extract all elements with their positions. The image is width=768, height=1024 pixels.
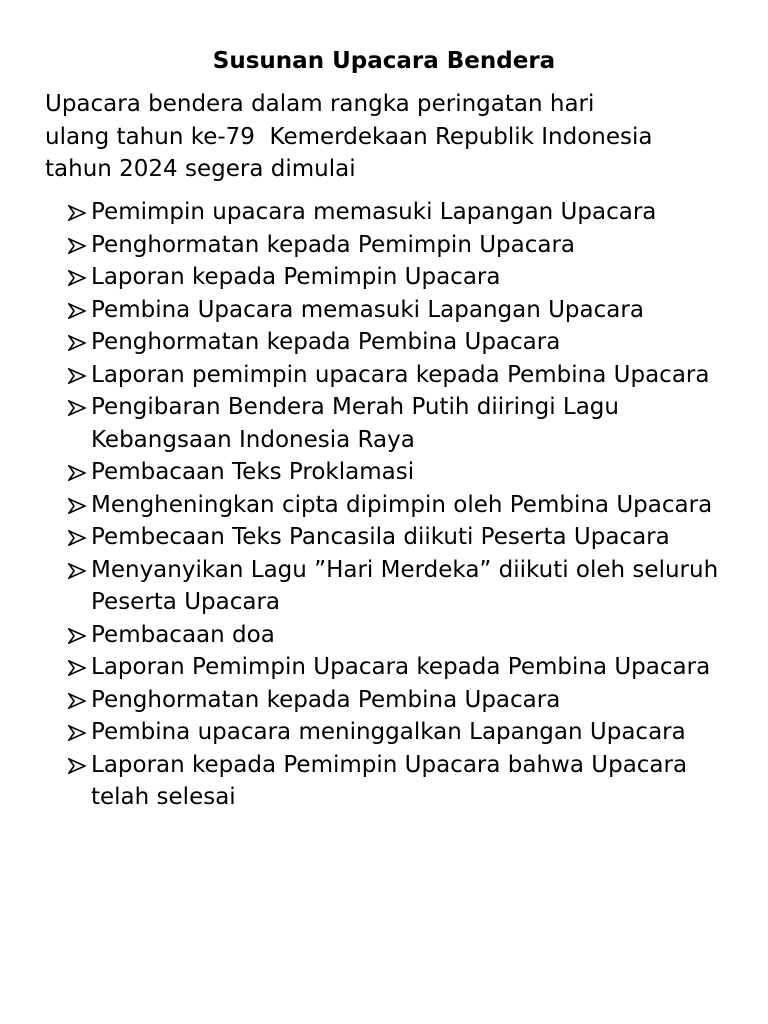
arrowhead-bullet-icon [68, 400, 86, 416]
step-text: Mengheningkan cipta dipimpin oleh Pembina Upacara [91, 491, 713, 518]
list-item [68, 456, 748, 489]
step-text: Laporan pemimpin upacara kepada Pembina Upacara [91, 361, 710, 388]
step-text: Pemimpin upacara memasuki Lapangan Upacara [91, 199, 657, 225]
intro-paragraph: Upacara bendera dalam rangka peringatan hari ulang tahun ke-79 Kemerdekaan Republik Indonesia tahun 2024 segera dimulai [45, 91, 653, 182]
arrowhead-bullet-icon [68, 270, 86, 286]
arrowhead-bullet-icon [68, 205, 86, 221]
list-item [68, 684, 748, 717]
list-item [68, 294, 748, 327]
step-text: Laporan kepada Pemimpin Upacara bahwa Upacara telah selesai [91, 751, 688, 810]
arrowhead-bullet-icon [68, 693, 86, 709]
arrowhead-bullet-icon [68, 563, 86, 579]
list-item [68, 229, 748, 262]
arrowhead-bullet-icon [68, 725, 86, 741]
step-text: Pembecaan Teks Pancasila diikuti Peserta Upacara [91, 524, 670, 550]
arrowhead-bullet-icon [68, 660, 86, 676]
ceremony-steps-list [68, 196, 748, 814]
step-text: Penghormatan kepada Pembina Upacara [91, 686, 561, 713]
list-item [68, 489, 748, 522]
list-item [68, 716, 748, 749]
step-text: Laporan kepada Pemimpin Upacara [91, 264, 501, 290]
list-item [68, 521, 748, 554]
step-text: Pengibaran Bendera Merah Putih diiringi Lagu Kebangsaan Indonesia Raya [91, 394, 619, 453]
arrowhead-bullet-icon [68, 335, 86, 351]
page-title: Susunan Upacara Bendera [212, 48, 556, 74]
step-text: Laporan Pemimpin Upacara kepada Pembina Upacara [91, 654, 711, 680]
step-text: Penghormatan kepada Pembina Upacara [91, 329, 561, 355]
list-item [68, 196, 748, 229]
list-item [68, 261, 748, 294]
list-item [68, 619, 748, 652]
step-text: Pembina Upacara memasuki Lapangan Upacara [91, 296, 644, 323]
arrowhead-bullet-icon [68, 368, 86, 384]
list-item [68, 749, 748, 814]
arrowhead-bullet-icon [68, 758, 86, 774]
step-text: Menyanyikan Lagu ”Hari Merdeka” diikuti oleh seluruh Peserta Upacara [91, 556, 719, 615]
arrowhead-bullet-icon [68, 530, 86, 546]
arrowhead-bullet-icon [68, 238, 86, 254]
list-item [68, 391, 748, 456]
step-text: Pembacaan doa [91, 621, 275, 648]
step-text: Penghormatan kepada Pemimpin Upacara [91, 231, 576, 258]
arrowhead-bullet-icon [68, 628, 86, 644]
arrowhead-bullet-icon [68, 303, 86, 319]
step-text: Pembacaan Teks Proklamasi [91, 459, 415, 485]
list-item [68, 326, 748, 359]
step-text: Pembina upacara meninggalkan Lapangan Upacara [91, 719, 686, 745]
list-item [68, 554, 748, 619]
list-item [68, 651, 748, 684]
arrowhead-bullet-icon [68, 465, 86, 481]
list-item [68, 359, 748, 392]
arrowhead-bullet-icon [68, 498, 86, 514]
